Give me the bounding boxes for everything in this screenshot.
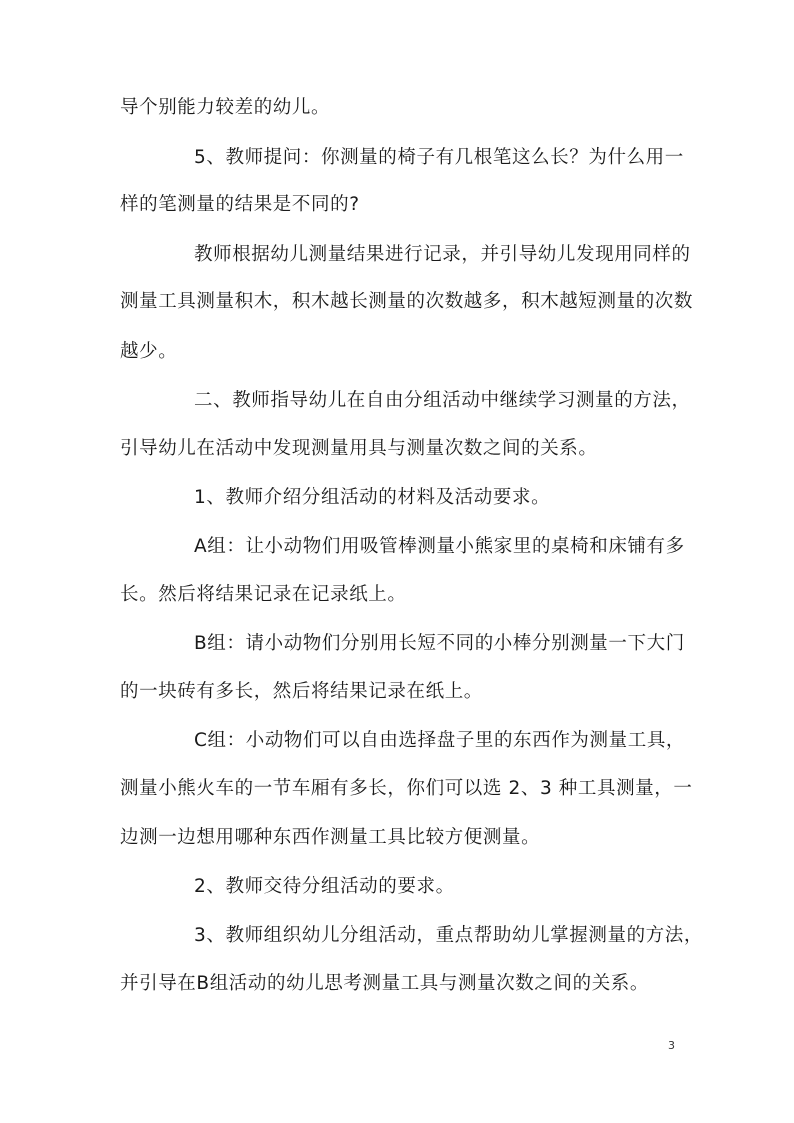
paragraph-line: 边测一边想用哪种东西作测量工具比较方便测量。 [120, 827, 541, 848]
paragraph-line: 并引导在B组活动的幼儿思考测量工具与测量次数之间的关系。 [120, 973, 649, 994]
paragraph-line: 教师根据幼儿测量结果进行记录，并引导幼儿发现用同样的 [194, 244, 691, 265]
paragraph-line: 导个别能力较差的幼儿。 [120, 97, 331, 118]
paragraph-line: 二、教师指导幼儿在自由分组活动中继续学习测量的方法， [194, 390, 691, 411]
paragraph-line: A组：让小动物们用吸管棒测量小熊家里的桌椅和床铺有多 [194, 536, 685, 557]
paragraph-line: 的一块砖有多长，然后将结果记录在纸上。 [120, 681, 483, 702]
paragraph-line: 引导幼儿在活动中发现测量用具与测量次数之间的关系。 [120, 438, 598, 459]
paragraph-line: 长。然后将结果记录在记录纸上。 [120, 584, 407, 605]
paragraph-line: 测量小熊火车的一节车厢有多长，你们可以选 2、3 种工具测量，一 [120, 778, 693, 799]
paragraph-line: B组：请小动物们分别用长短不同的小棒分别测量一下大门 [194, 633, 685, 654]
paragraph-line: 5、教师提问：你测量的椅子有几根笔这么长？为什么用一 [194, 147, 684, 168]
paragraph-line: 测量工具测量积木，积木越长测量的次数越多，积木越短测量的次数 [120, 291, 694, 312]
paragraph-line: 越少。 [120, 341, 178, 362]
paragraph-line: 2、教师交待分组活动的要求。 [194, 876, 455, 897]
paragraph-line: 3、教师组织幼儿分组活动，重点帮助幼儿掌握测量的方法， [194, 925, 703, 946]
paragraph-line: C组：小动物们可以自由选择盘子里的东西作为测量工具， [194, 730, 686, 751]
paragraph-line: 1、教师介绍分组活动的材料及活动要求。 [194, 487, 551, 508]
page-number: 3 [668, 1039, 675, 1052]
paragraph-line: 样的笔测量的结果是不同的? [120, 194, 360, 215]
